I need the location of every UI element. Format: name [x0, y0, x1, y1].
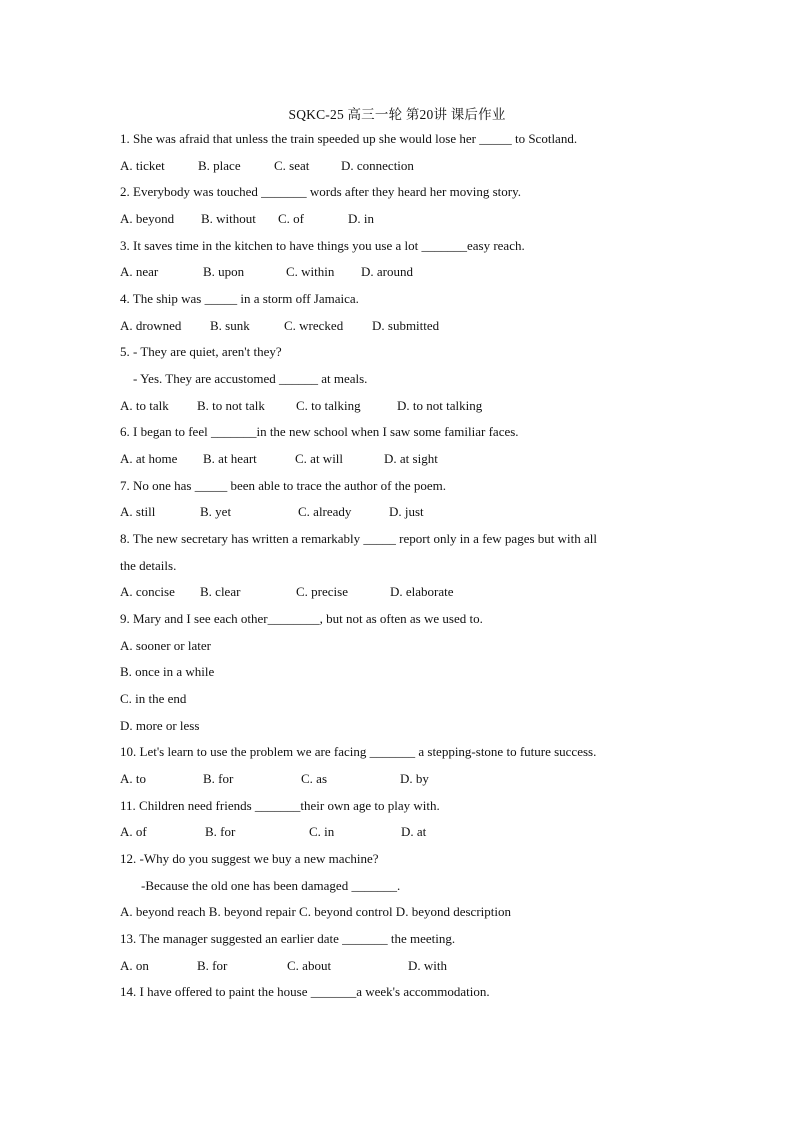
question-7-stem: 7. No one has _____ been able to trace the author of the poem.: [120, 478, 446, 493]
option-b: B. place: [198, 158, 241, 173]
option-b: B. for: [203, 771, 234, 786]
question-3-stem: 3. It saves time in the kitchen to have things you use a lot _______easy reach.: [120, 238, 525, 253]
page-title: SQKC-25 高三一轮 第20讲 课后作业: [288, 107, 506, 122]
option-d: D. around: [361, 264, 413, 279]
option-b: B. at heart: [203, 451, 257, 466]
question-12-stem: 12. -Why do you suggest we buy a new machine?: [120, 851, 379, 866]
option-d: D. by: [400, 771, 429, 786]
question-11-stem: 11. Children need friends _______their own age to play with.: [120, 798, 440, 813]
option-d: D. in: [348, 211, 374, 226]
option-d: D. connection: [341, 158, 414, 173]
question-5-response: - Yes. They are accustomed ______ at meals.: [133, 371, 368, 386]
option-a: A. beyond: [120, 211, 175, 226]
option-b: B. sunk: [210, 318, 250, 333]
question-10-stem: 10. Let's learn to use the problem we are facing _______ a stepping-stone to future success.: [120, 744, 597, 759]
option-d: D. submitted: [372, 318, 440, 333]
option-c: C. as: [301, 771, 327, 786]
option-a: A. of: [120, 824, 147, 839]
option-a: A. at home: [120, 451, 178, 466]
option-a: A. on: [120, 958, 149, 973]
question-9-stem: 9. Mary and I see each other________, but not as often as we used to.: [120, 611, 483, 626]
question-6-stem: 6. I began to feel _______in the new school when I saw some familiar faces.: [120, 424, 519, 439]
question-8-stem-continued: the details.: [120, 558, 177, 573]
option-b: B. without: [201, 211, 256, 226]
option-b: B. for: [197, 958, 228, 973]
question-5-stem: 5. - They are quiet, aren't they?: [120, 344, 282, 359]
option-a: A. drowned: [120, 318, 182, 333]
option-b: B. to not talk: [197, 398, 265, 413]
option-c: C. seat: [274, 158, 310, 173]
option-b: B. for: [205, 824, 236, 839]
question-12-response: -Because the old one has been damaged _______.: [141, 878, 401, 893]
question-4-stem: 4. The ship was _____ in a storm off Jamaica.: [120, 291, 359, 306]
option-d: D. to not talking: [397, 398, 483, 413]
option-c: C. to talking: [296, 398, 361, 413]
question-14-stem: 14. I have offered to paint the house _______a week's accommodation.: [120, 984, 490, 999]
option-a: A. near: [120, 264, 159, 279]
option-a: A. to: [120, 771, 146, 786]
option-a: A. still: [120, 504, 156, 519]
option-a: A. concise: [120, 584, 175, 599]
question-2-stem: 2. Everybody was touched _______ words after they heard her moving story.: [120, 184, 521, 199]
question-12-options: A. beyond reach B. beyond repair C. beyond control D. beyond description: [120, 904, 511, 919]
option-a: A. ticket: [120, 158, 165, 173]
question-1-stem: 1. She was afraid that unless the train speeded up she would lose her _____ to Scotland.: [120, 131, 578, 146]
question-9-option-a: A. sooner or later: [120, 638, 211, 653]
option-c: C. wrecked: [284, 318, 344, 333]
question-8-stem: 8. The new secretary has written a remarkably _____ report only in a few pages but with all: [120, 531, 597, 546]
option-d: D. elaborate: [390, 584, 454, 599]
option-c: C. at will: [295, 451, 344, 466]
question-9-option-d: D. more or less: [120, 718, 200, 733]
option-d: D. just: [389, 504, 424, 519]
option-c: C. precise: [296, 584, 348, 599]
option-b: B. yet: [200, 504, 232, 519]
option-d: D. at sight: [384, 451, 438, 466]
option-c: C. about: [287, 958, 332, 973]
option-c: C. of: [278, 211, 304, 226]
option-c: C. already: [298, 504, 352, 519]
option-c: C. in: [309, 824, 335, 839]
option-c: C. within: [286, 264, 335, 279]
option-a: A. to talk: [120, 398, 169, 413]
option-b: B. clear: [200, 584, 241, 599]
question-9-option-c: C. in the end: [120, 691, 187, 706]
question-13-stem: 13. The manager suggested an earlier date _______ the meeting.: [120, 931, 456, 946]
option-d: D. with: [408, 958, 447, 973]
question-9-option-b: B. once in a while: [120, 664, 215, 679]
option-b: B. upon: [203, 264, 245, 279]
option-d: D. at: [401, 824, 427, 839]
